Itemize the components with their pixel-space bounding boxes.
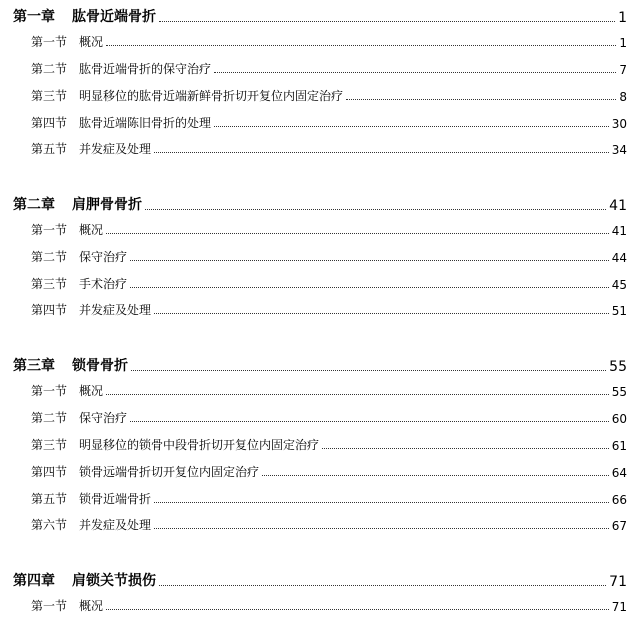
section-number: 第一节 bbox=[31, 223, 68, 237]
dot-leader bbox=[154, 313, 609, 314]
chapter-3-heading[interactable] bbox=[13, 355, 627, 375]
chapter-1-heading[interactable] bbox=[13, 6, 627, 26]
page-number: 8 bbox=[619, 90, 627, 104]
chapter-number: 第三章 bbox=[13, 358, 55, 374]
dot-leader bbox=[130, 260, 609, 261]
section-entry[interactable] bbox=[31, 61, 627, 77]
section-title: 锁骨远端骨折切开复位内固定治疗 bbox=[79, 465, 260, 479]
section-number: 第四节 bbox=[31, 303, 68, 317]
section-entry[interactable] bbox=[31, 276, 627, 292]
dot-leader bbox=[262, 475, 609, 476]
section-title: 手术治疗 bbox=[79, 277, 128, 291]
section-number: 第一节 bbox=[31, 35, 68, 49]
dot-leader bbox=[154, 528, 609, 529]
chapter-2-heading[interactable] bbox=[13, 194, 627, 214]
page-number: 55 bbox=[609, 359, 627, 375]
chapter-title: 锁骨骨折 bbox=[72, 358, 128, 374]
dot-leader bbox=[130, 421, 609, 422]
page-number: 71 bbox=[611, 600, 627, 614]
dot-leader bbox=[159, 21, 615, 22]
section-number: 第五节 bbox=[31, 142, 68, 156]
dot-leader bbox=[154, 152, 609, 153]
section-number: 第三节 bbox=[31, 89, 68, 103]
page-number: 60 bbox=[611, 412, 627, 426]
section-number: 第三节 bbox=[31, 277, 68, 291]
section-title: 保守治疗 bbox=[79, 411, 128, 425]
section-title: 并发症及处理 bbox=[79, 142, 152, 156]
dot-leader bbox=[214, 126, 609, 127]
page-number: 61 bbox=[611, 439, 627, 453]
page-number: 64 bbox=[611, 466, 627, 480]
section-number: 第二节 bbox=[31, 62, 68, 76]
section-entry[interactable] bbox=[31, 383, 627, 399]
section-number: 第三节 bbox=[31, 438, 68, 452]
page-number: 34 bbox=[611, 143, 627, 157]
section-number: 第六节 bbox=[31, 518, 68, 532]
dot-leader bbox=[322, 448, 609, 449]
chapter-4-heading[interactable] bbox=[13, 570, 627, 590]
section-entry[interactable] bbox=[31, 598, 627, 614]
page-number: 67 bbox=[611, 519, 627, 533]
section-entry[interactable] bbox=[31, 222, 627, 238]
chapter-title: 肱骨近端骨折 bbox=[72, 9, 156, 25]
section-entry[interactable] bbox=[31, 115, 627, 131]
section-entry[interactable] bbox=[31, 491, 627, 507]
section-entry[interactable] bbox=[31, 464, 627, 480]
section-entry[interactable] bbox=[31, 249, 627, 265]
section-entry[interactable] bbox=[31, 517, 627, 533]
section-entry[interactable] bbox=[31, 437, 627, 453]
section-entry[interactable] bbox=[31, 88, 627, 104]
dot-leader bbox=[131, 370, 606, 371]
section-title: 概况 bbox=[79, 384, 104, 398]
page-number: 1 bbox=[618, 10, 627, 26]
section-number: 第四节 bbox=[31, 116, 68, 130]
page-number: 51 bbox=[611, 304, 627, 318]
page-number: 41 bbox=[609, 198, 627, 214]
dot-leader bbox=[145, 209, 606, 210]
section-number: 第二节 bbox=[31, 411, 68, 425]
section-title: 肱骨近端骨折的保守治疗 bbox=[79, 62, 212, 76]
section-number: 第二节 bbox=[31, 250, 68, 264]
dot-leader bbox=[214, 72, 616, 73]
section-title: 保守治疗 bbox=[79, 250, 128, 264]
chapter-title: 肩胛骨骨折 bbox=[72, 197, 142, 213]
page-number: 71 bbox=[609, 574, 627, 590]
section-number: 第四节 bbox=[31, 465, 68, 479]
dot-leader bbox=[106, 45, 616, 46]
page-number: 41 bbox=[611, 224, 627, 238]
section-number: 第一节 bbox=[31, 599, 68, 613]
dot-leader bbox=[130, 287, 609, 288]
page-number: 55 bbox=[611, 385, 627, 399]
page-number: 1 bbox=[619, 36, 627, 50]
dot-leader bbox=[106, 394, 609, 395]
chapter-number: 第二章 bbox=[13, 197, 55, 213]
section-entry[interactable] bbox=[31, 141, 627, 157]
dot-leader bbox=[154, 502, 609, 503]
section-entry[interactable] bbox=[31, 34, 627, 50]
page-number: 44 bbox=[611, 251, 627, 265]
dot-leader bbox=[106, 233, 609, 234]
section-title: 锁骨近端骨折 bbox=[79, 492, 152, 506]
section-title: 明显移位的锁骨中段骨折切开复位内固定治疗 bbox=[79, 438, 320, 452]
section-title: 概况 bbox=[79, 599, 104, 613]
dot-leader bbox=[159, 585, 606, 586]
chapter-title: 肩锁关节损伤 bbox=[72, 573, 156, 589]
page-number: 30 bbox=[611, 117, 627, 131]
page-number: 45 bbox=[611, 278, 627, 292]
section-title: 概况 bbox=[79, 223, 104, 237]
dot-leader bbox=[106, 609, 609, 610]
chapter-number: 第一章 bbox=[13, 9, 55, 25]
section-title: 概况 bbox=[79, 35, 104, 49]
section-number: 第一节 bbox=[31, 384, 68, 398]
page-number: 7 bbox=[619, 63, 627, 77]
section-title: 明显移位的肱骨近端新鲜骨折切开复位内固定治疗 bbox=[79, 89, 344, 103]
section-title: 肱骨近端陈旧骨折的处理 bbox=[79, 116, 212, 130]
page-number: 66 bbox=[611, 493, 627, 507]
section-title: 并发症及处理 bbox=[79, 303, 152, 317]
section-entry[interactable] bbox=[31, 410, 627, 426]
section-number: 第五节 bbox=[31, 492, 68, 506]
section-title: 并发症及处理 bbox=[79, 518, 152, 532]
chapter-number: 第四章 bbox=[13, 573, 55, 589]
section-entry[interactable] bbox=[31, 302, 627, 318]
dot-leader bbox=[346, 99, 616, 100]
